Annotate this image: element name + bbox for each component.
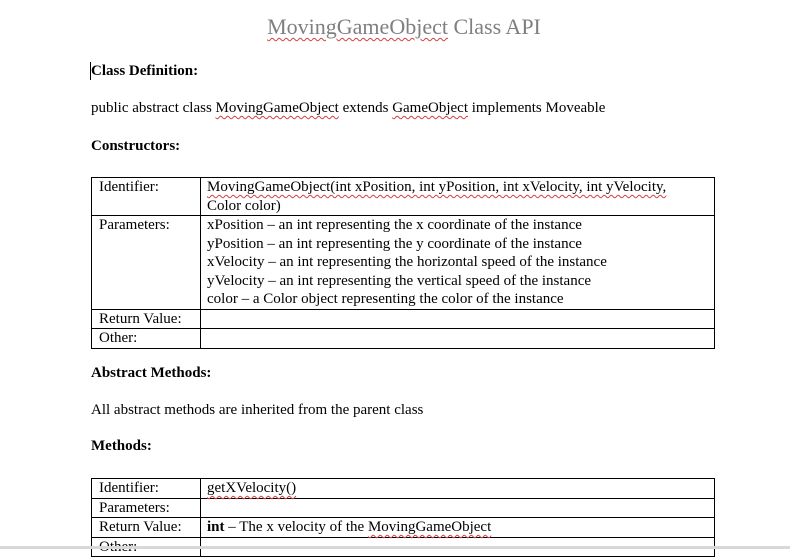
parameter-line: yPosition – an int representing the y coordinate of the instance: [207, 235, 582, 252]
method-identifier: getXVelocity(): [207, 480, 297, 496]
class-def-class-name: MovingGameObject: [215, 100, 339, 116]
identifier-line: Color color): [207, 197, 281, 214]
page-bottom-edge: [0, 546, 790, 549]
parameters-cell: [201, 216, 715, 310]
table-row: [92, 329, 715, 349]
method-identifier-label: Identifier:: [92, 479, 201, 499]
table-row: [92, 518, 715, 538]
parameter-line: color – a Color object representing the color of the instance: [207, 291, 564, 307]
return-desc-class: MovingGameObject: [367, 519, 492, 535]
other-cell: [201, 329, 715, 349]
return-value-cell: [201, 309, 715, 329]
method-identifier-cell: [201, 479, 715, 499]
class-def-part1: public abstract class: [91, 100, 216, 116]
abstract-methods-text: All abstract methods are inherited from the parent class: [91, 402, 424, 418]
parameter-line: xVelocity – an int representing the horizontal speed of the instance: [207, 254, 607, 270]
class-def-part2: extends: [338, 100, 393, 116]
title-suffix: Class API: [447, 14, 541, 39]
class-def-part3: implements Moveable: [468, 100, 606, 116]
return-desc-prefix: – The x velocity of the: [224, 519, 368, 535]
identifier-cell: [201, 178, 715, 216]
class-definition-heading: Class Definition:: [91, 63, 199, 79]
return-type: int: [207, 519, 225, 535]
parameters-label: Parameters:: [92, 216, 201, 310]
other-label: Other:: [92, 329, 201, 349]
table-row: [92, 216, 715, 310]
class-def-parent-name: GameObject: [392, 100, 468, 116]
title-class-name: MovingGameObject: [267, 14, 448, 39]
methods-heading: Methods:: [91, 438, 152, 454]
table-row: [92, 498, 715, 518]
parameter-line: yVelocity – an int representing the vertical speed of the instance: [207, 272, 592, 289]
method-return-cell: [201, 518, 715, 538]
class-definition-text: [91, 100, 605, 117]
table-row: [92, 178, 715, 216]
method-parameters-label: Parameters:: [92, 498, 201, 518]
parameter-line: xPosition – an int representing the x coordinate of the instance: [207, 217, 582, 233]
page-title: [0, 14, 808, 40]
table-row: [92, 479, 715, 499]
identifier-line: MovingGameObject(int xPosition, int yPosition, int xVelocity, int yVelocity,: [207, 179, 667, 195]
method-return-label: Return Value:: [92, 518, 201, 538]
constructors-heading: Constructors:: [91, 138, 181, 154]
table-row: [92, 309, 715, 329]
constructor-table: [91, 177, 715, 349]
identifier-label: Identifier:: [92, 178, 201, 216]
return-value-label: Return Value:: [92, 309, 201, 329]
method-parameters-cell: [201, 498, 715, 518]
abstract-methods-heading: Abstract Methods:: [91, 365, 212, 381]
